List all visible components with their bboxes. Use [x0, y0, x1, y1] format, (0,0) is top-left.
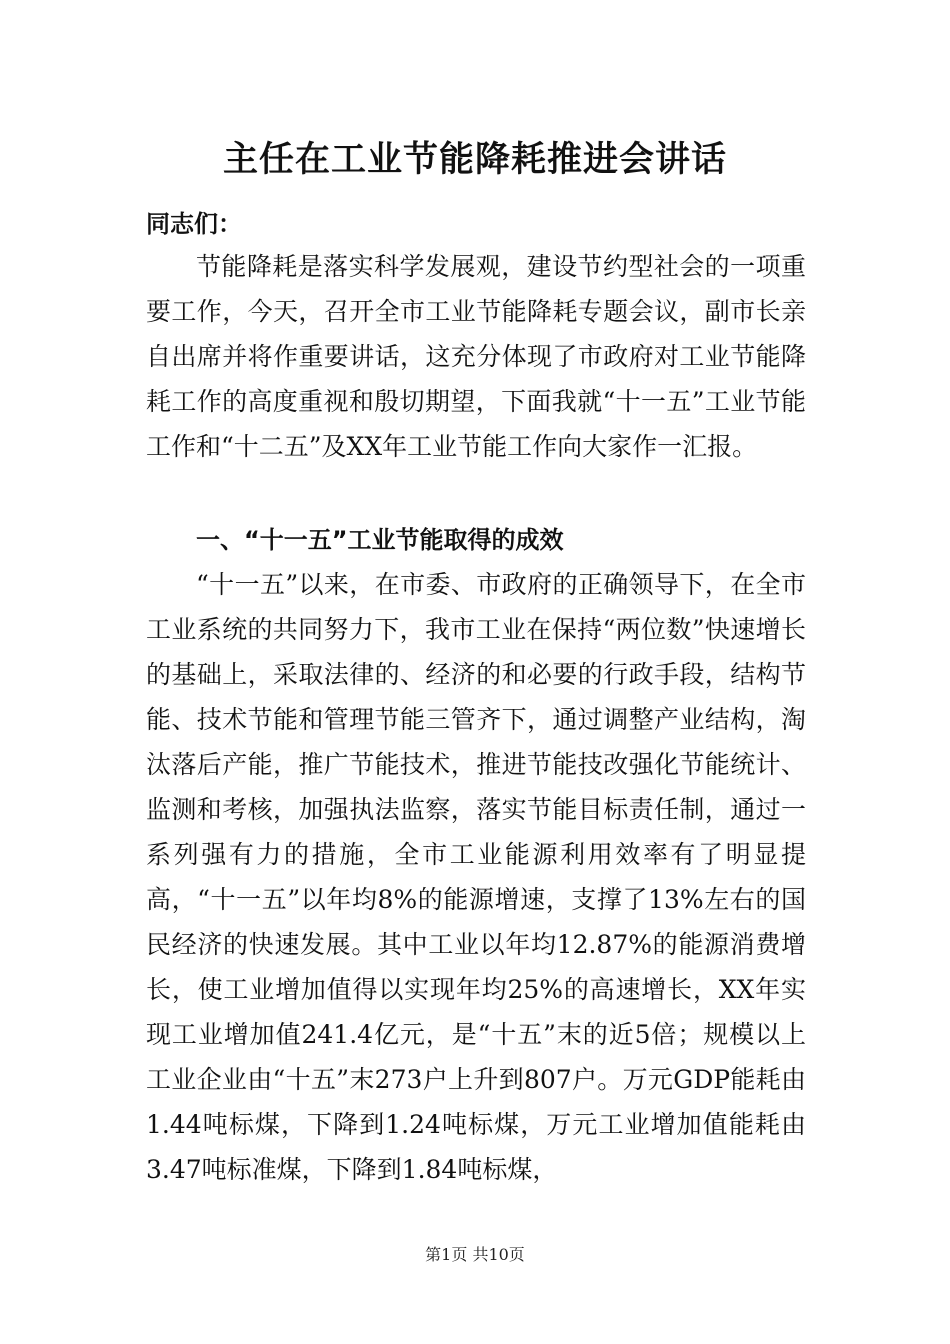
body-paragraph-1: 节能降耗是落实科学发展观，建设节约型社会的一项重要工作，今天，召开全市工业节能降耗专题会议，副市长亲自出席并将作重要讲话，这充分体现了市政府对工业节能降耗工作的高度重视和殷切期望，下面我就“十一五”工业节能工作和“十二五”及XX年工业节能工作向大家作一汇报。	[146, 252, 806, 461]
section-heading: 一、“十一五”工业节能取得的成效	[196, 526, 564, 554]
page-footer: 第1页 共10页	[425, 1245, 525, 1264]
salutation: 同志们：	[146, 210, 242, 238]
document-title: 主任在工业节能降耗推进会讲话	[222, 140, 727, 180]
body-paragraph-2: “十一五”以来，在市委、市政府的正确领导下，在全市工业系统的共同努力下，我市工业在保持“两位数”快速增长的基础上，采取法律的、经济的和必要的行政手段，结构节能、技术节能和管理节能三管齐下，通过调整产业结构，淘汰落后产能，推广节能技术，推进节能技改强化节能统计、监测和考核，加强执法监察，落实节能目标责任制，通过一系列强有力的措施，全市工业能源利用效率有了明显提高，“十一五”以年均8%的能源增速，支撑了13%左右的国民经济的快速发展。其中工业以年均12.87%的能源消费增长，使工业增加值得以实现年均25%的高速增长，XX年实现工业增加值241.4亿元，是“十五”末的近5倍；规模以上工业企业由“十五”末273户上升到807户。万元GDP能耗由1.44吨标煤，下降到1.24吨标煤，万元工业增加值能耗由3.47吨标准煤，下降到1.84吨标煤，	[146, 570, 806, 1184]
